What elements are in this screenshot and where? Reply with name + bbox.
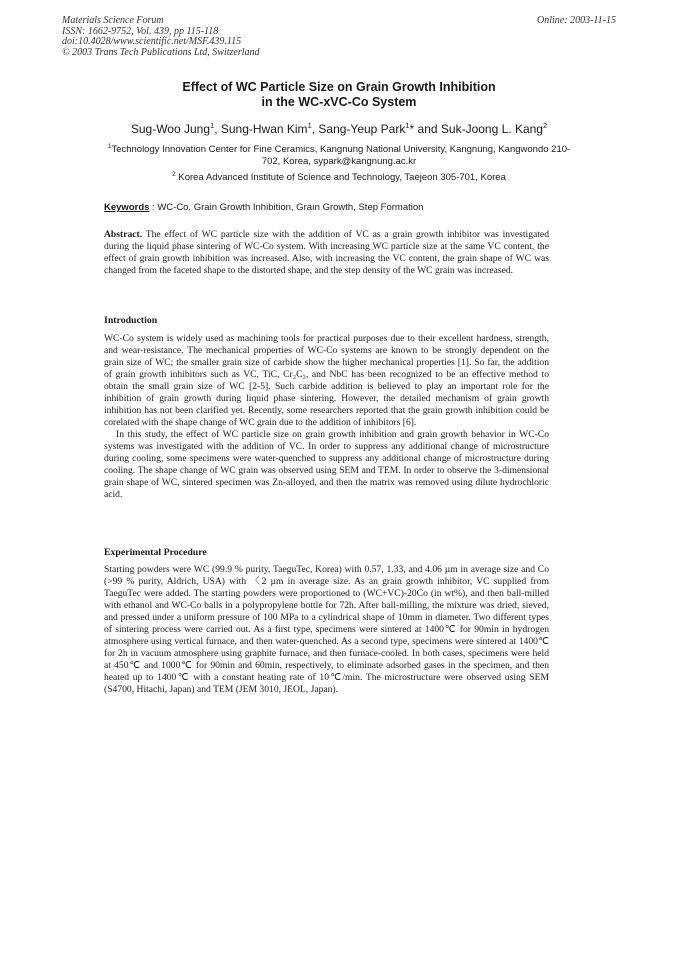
abstract xyxy=(104,229,549,277)
journal-info xyxy=(62,16,616,58)
keywords-separator: : xyxy=(149,202,158,213)
affiliation-mark: 1 xyxy=(107,142,112,150)
author-name: Sug-Woo Jung xyxy=(130,122,211,136)
author-name: , Sang-Yeup Park xyxy=(311,122,406,136)
journal-issn: ISSN: 1662-9752, Vol. 439, pp 115-118 xyxy=(62,25,219,37)
introduction-section xyxy=(104,333,549,501)
author-name: and Suk-Joong L. Kang xyxy=(414,122,543,136)
keywords xyxy=(104,202,574,214)
affiliation-text: Technology Innovation Center for Fine Ceramics, Kangnung National University, Kangnung, Kangwondo 210-702, Korea, sypark@kangnung.ac.kr xyxy=(111,144,571,167)
abstract-label: Abstract. xyxy=(104,229,143,240)
affiliation-text: Korea Advanced Institute of Science and Technology, Taejeon 305-701, Korea xyxy=(175,172,506,183)
affiliation-mark: 2 xyxy=(172,170,176,178)
author-affiliation-mark: 1 xyxy=(210,121,215,130)
introduction-heading: Introduction xyxy=(104,315,158,326)
introduction-paragraph-1: WC-Co system is widely used as machining tools for practical purposes due to their excellent hardness, strength, and wear-resistance. The mechanical properties of WC-Co systems are known to be strongly dependent on the grain size of WC; the smaller grain size of carbide show the higher mechanical properties [1]. So far, the addition of grain growth inhibitors such as VC, TiC, Cr₂C₃, and NbC has been recognized to be an effective method to obtain the small grain size of WC [2-5]. Such carbide addition is believed to play an important role for the inhibition of grain growth during liquid phase sintering. However, the detailed mechanism of grain growth inhibition has not been clarified yet. Recently, some researchers reported that the grain growth inhibition could be corelated with the shape change of WC grain due to the addition of inhibitors [6]. xyxy=(104,333,549,428)
abstract-text: The effect of WC particle size with the addition of VC as a grain growth inhibitor was investigated during the liquid phase sintering of WC-Co system. With increasing WC particle size at the same VC content, the effect of grain growth inhibition was increased. Also, with increasing the VC content, the grain shape of WC was changed from the faceted shape to the distorted shape, and the step density of the WC grain was increased. xyxy=(104,229,549,276)
title-line-2: in the WC-xVC-Co System xyxy=(261,95,417,109)
corresponding-author-mark: * xyxy=(409,122,415,136)
journal-copyright: © 2003 Trans Tech Publications Ltd, Switzerland xyxy=(62,46,260,58)
experimental-section xyxy=(104,564,549,696)
journal-name: Materials Science Forum xyxy=(62,15,164,26)
journal-header xyxy=(62,16,616,58)
paper-title xyxy=(62,80,616,110)
online-date: Online: 2003-11-15 xyxy=(537,15,616,26)
affiliation-1 xyxy=(100,144,578,168)
keywords-text: WC-Co, Grain Growth Inhibition, Graın Growth, Step Formation xyxy=(157,202,424,213)
author-affiliation-mark: 1 xyxy=(307,121,312,130)
affiliation-2 xyxy=(62,172,616,184)
title-line-1: Effect of WC Particle Size on Grain Growth Inhibition xyxy=(182,80,496,94)
author-affiliation-mark: 2 xyxy=(542,121,548,130)
keywords-label: Keywords xyxy=(104,202,150,213)
journal-doi: doi:10.4028/www.scientific.net/MSF.439.115 xyxy=(62,36,242,47)
author-list xyxy=(62,122,616,136)
experimental-heading: Experimental Procedure xyxy=(104,547,207,558)
introduction-paragraph-2: In this study, the effect of WC particle size on grain growth inhibition and grain growth behavior in WC-Co systems was investigated with the addition of VC. In order to suppress any additional change of microstructure during cooling, some specimens were water-quenched to suppress any additional change of microstructure during cooling. The shape change of WC grain was observed using SEM and TEM. In order to observe the 3-dimensional grain shape of WC, sintered specimen was Zn-alloyed, and then the matrix was removed using dilute hydrochloric acid. xyxy=(104,429,549,500)
author-affiliation-mark: 1 xyxy=(405,121,410,130)
author-name: , Sung-Hwan Kim xyxy=(214,122,308,136)
experimental-paragraph-1: Starting powders were WC (99.9 % purity, TaeguTec, Korea) with 0.57, 1.33, and 4.06 µm in average size and Co (>99 % purity, Aldrich, USA) with 〈2 µm in average size. As an grain growth inhibitor, VC supplied from TaeguTec were added. The starting powders were proportioned to (WC+VC)-20Co (in wt%), and then ball-milled with ethanol and WC-Co balls in a polypropylene bottle for 72h. After ball-milling, the mixture was dried, sieved, and pressed under a uniform pressure of 100 MPa to a cylindrical shape of 10mm in diameter. Two different types of sintering process were carried out. As a first type, specimens were sintered at 1400℃ for 90min in hydrogen atmosphere using vertical furnace, and then water-quenched. As a second type, specimens were sintered at 1400℃ for 2h in vacuum atmosphere using graphite furnace, and then furnace-cooled. In both cases, specimens were held at 450℃ and 1000℃ for 90min and 60min, respectively, to eliminate adsorbed gases in the specimen, and then heated up to 1400℃ with a constant heating rate of 10℃/min. The microstructure were observed using SEM (S4700, Hitachi, Japan) and TEM (JEM 3010, JEOL, Japan). xyxy=(104,564,549,695)
